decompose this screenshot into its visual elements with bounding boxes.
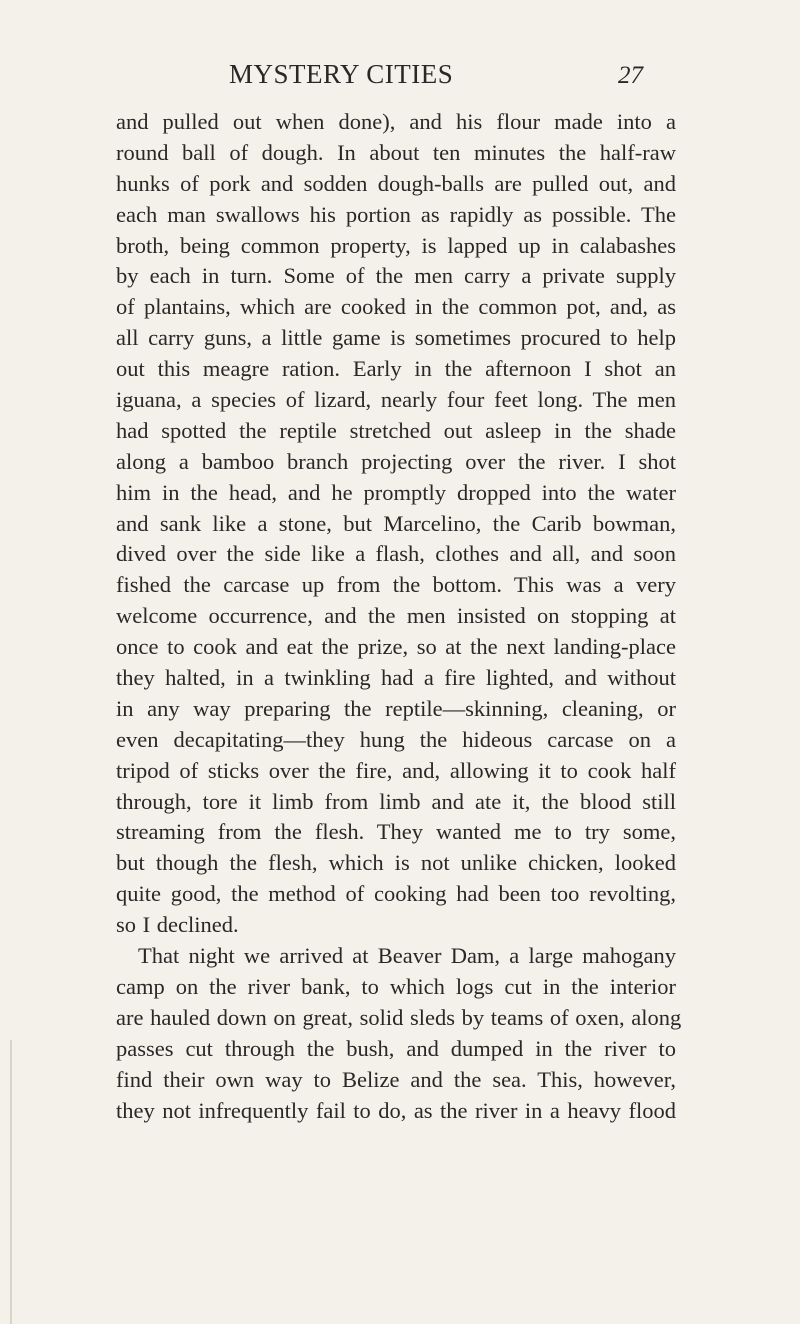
text-line: out this meagre ration. Early in the afternoon I shot an [116,356,676,382]
text-line: quite good, the method of cooking had been too revolting, [116,881,676,907]
text-line: they not infrequently fail to do, as the river in a heavy flood [116,1097,676,1123]
text-line: of plantains, which are cooked in the common pot, and, as [116,294,676,320]
text-line: all carry guns, a little game is sometimes procured to help [116,325,676,351]
body-text [116,107,682,1126]
text-line: by each in turn. Some of the men carry a private supply [116,263,676,289]
page-edge-shadow [10,1040,12,1324]
paragraph-start-line: That night we arrived at Beaver Dam, a large mahogany [138,943,676,969]
text-line: and sank like a stone, but Marcelino, the Carib bowman, [116,510,676,536]
text-line: they halted, in a twinkling had a fire lighted, and without [116,665,676,691]
text-line: even decapitating—they hung the hideous carcase on a [116,726,676,752]
text-line: him in the head, and he promptly dropped into the water [116,479,676,505]
text-line: through, tore it limb from limb and ate it, the blood still [116,788,676,814]
text-line: broth, being common property, is lapped up in calabashes [116,232,676,258]
page-number: 27 [618,62,643,89]
running-title: MYSTERY CITIES [229,59,454,89]
text-line: along a bamboo branch projecting over the river. I shot [116,448,676,474]
text-line: in any way preparing the reptile—skinning, cleaning, or [116,695,676,721]
text-line: and pulled out when done), and his flour made into a [116,109,676,134]
text-line: are hauled down on great, solid sleds by teams of oxen, along [116,1004,682,1030]
text-line: iguana, a species of lizard, nearly four feet long. The men [116,387,676,413]
text-line: hunks of pork and sodden dough-balls are pulled out, and [116,170,676,196]
running-head [0,58,800,90]
text-line: camp on the river bank, to which logs cut in the interior [116,973,676,999]
text-line: welcome occurrence, and the men insisted on stopping at [116,603,676,629]
text-line: find their own way to Belize and the sea. This, however, [116,1066,676,1092]
text-line: fished the carcase up from the bottom. This was a very [116,572,676,598]
text-line: passes cut through the bush, and dumped in the river to [116,1035,676,1061]
text-line: dived over the side like a flash, clothes and all, and soon [116,541,676,567]
text-line: each man swallows his portion as rapidly as possible. The [116,201,676,227]
text-line: once to cook and eat the prize, so at the next landing-place [116,634,676,660]
text-line: but though the flesh, which is not unlike chicken, looked [116,850,676,876]
paragraph-end-line: so I declined. [116,912,239,938]
text-line: round ball of dough. In about ten minutes the half-raw [116,139,676,165]
text-line: had spotted the reptile stretched out asleep in the shade [116,417,676,443]
text-line: tripod of sticks over the fire, and, allowing it to cook half [116,757,676,783]
text-line: streaming from the flesh. They wanted me to try some, [116,819,676,845]
